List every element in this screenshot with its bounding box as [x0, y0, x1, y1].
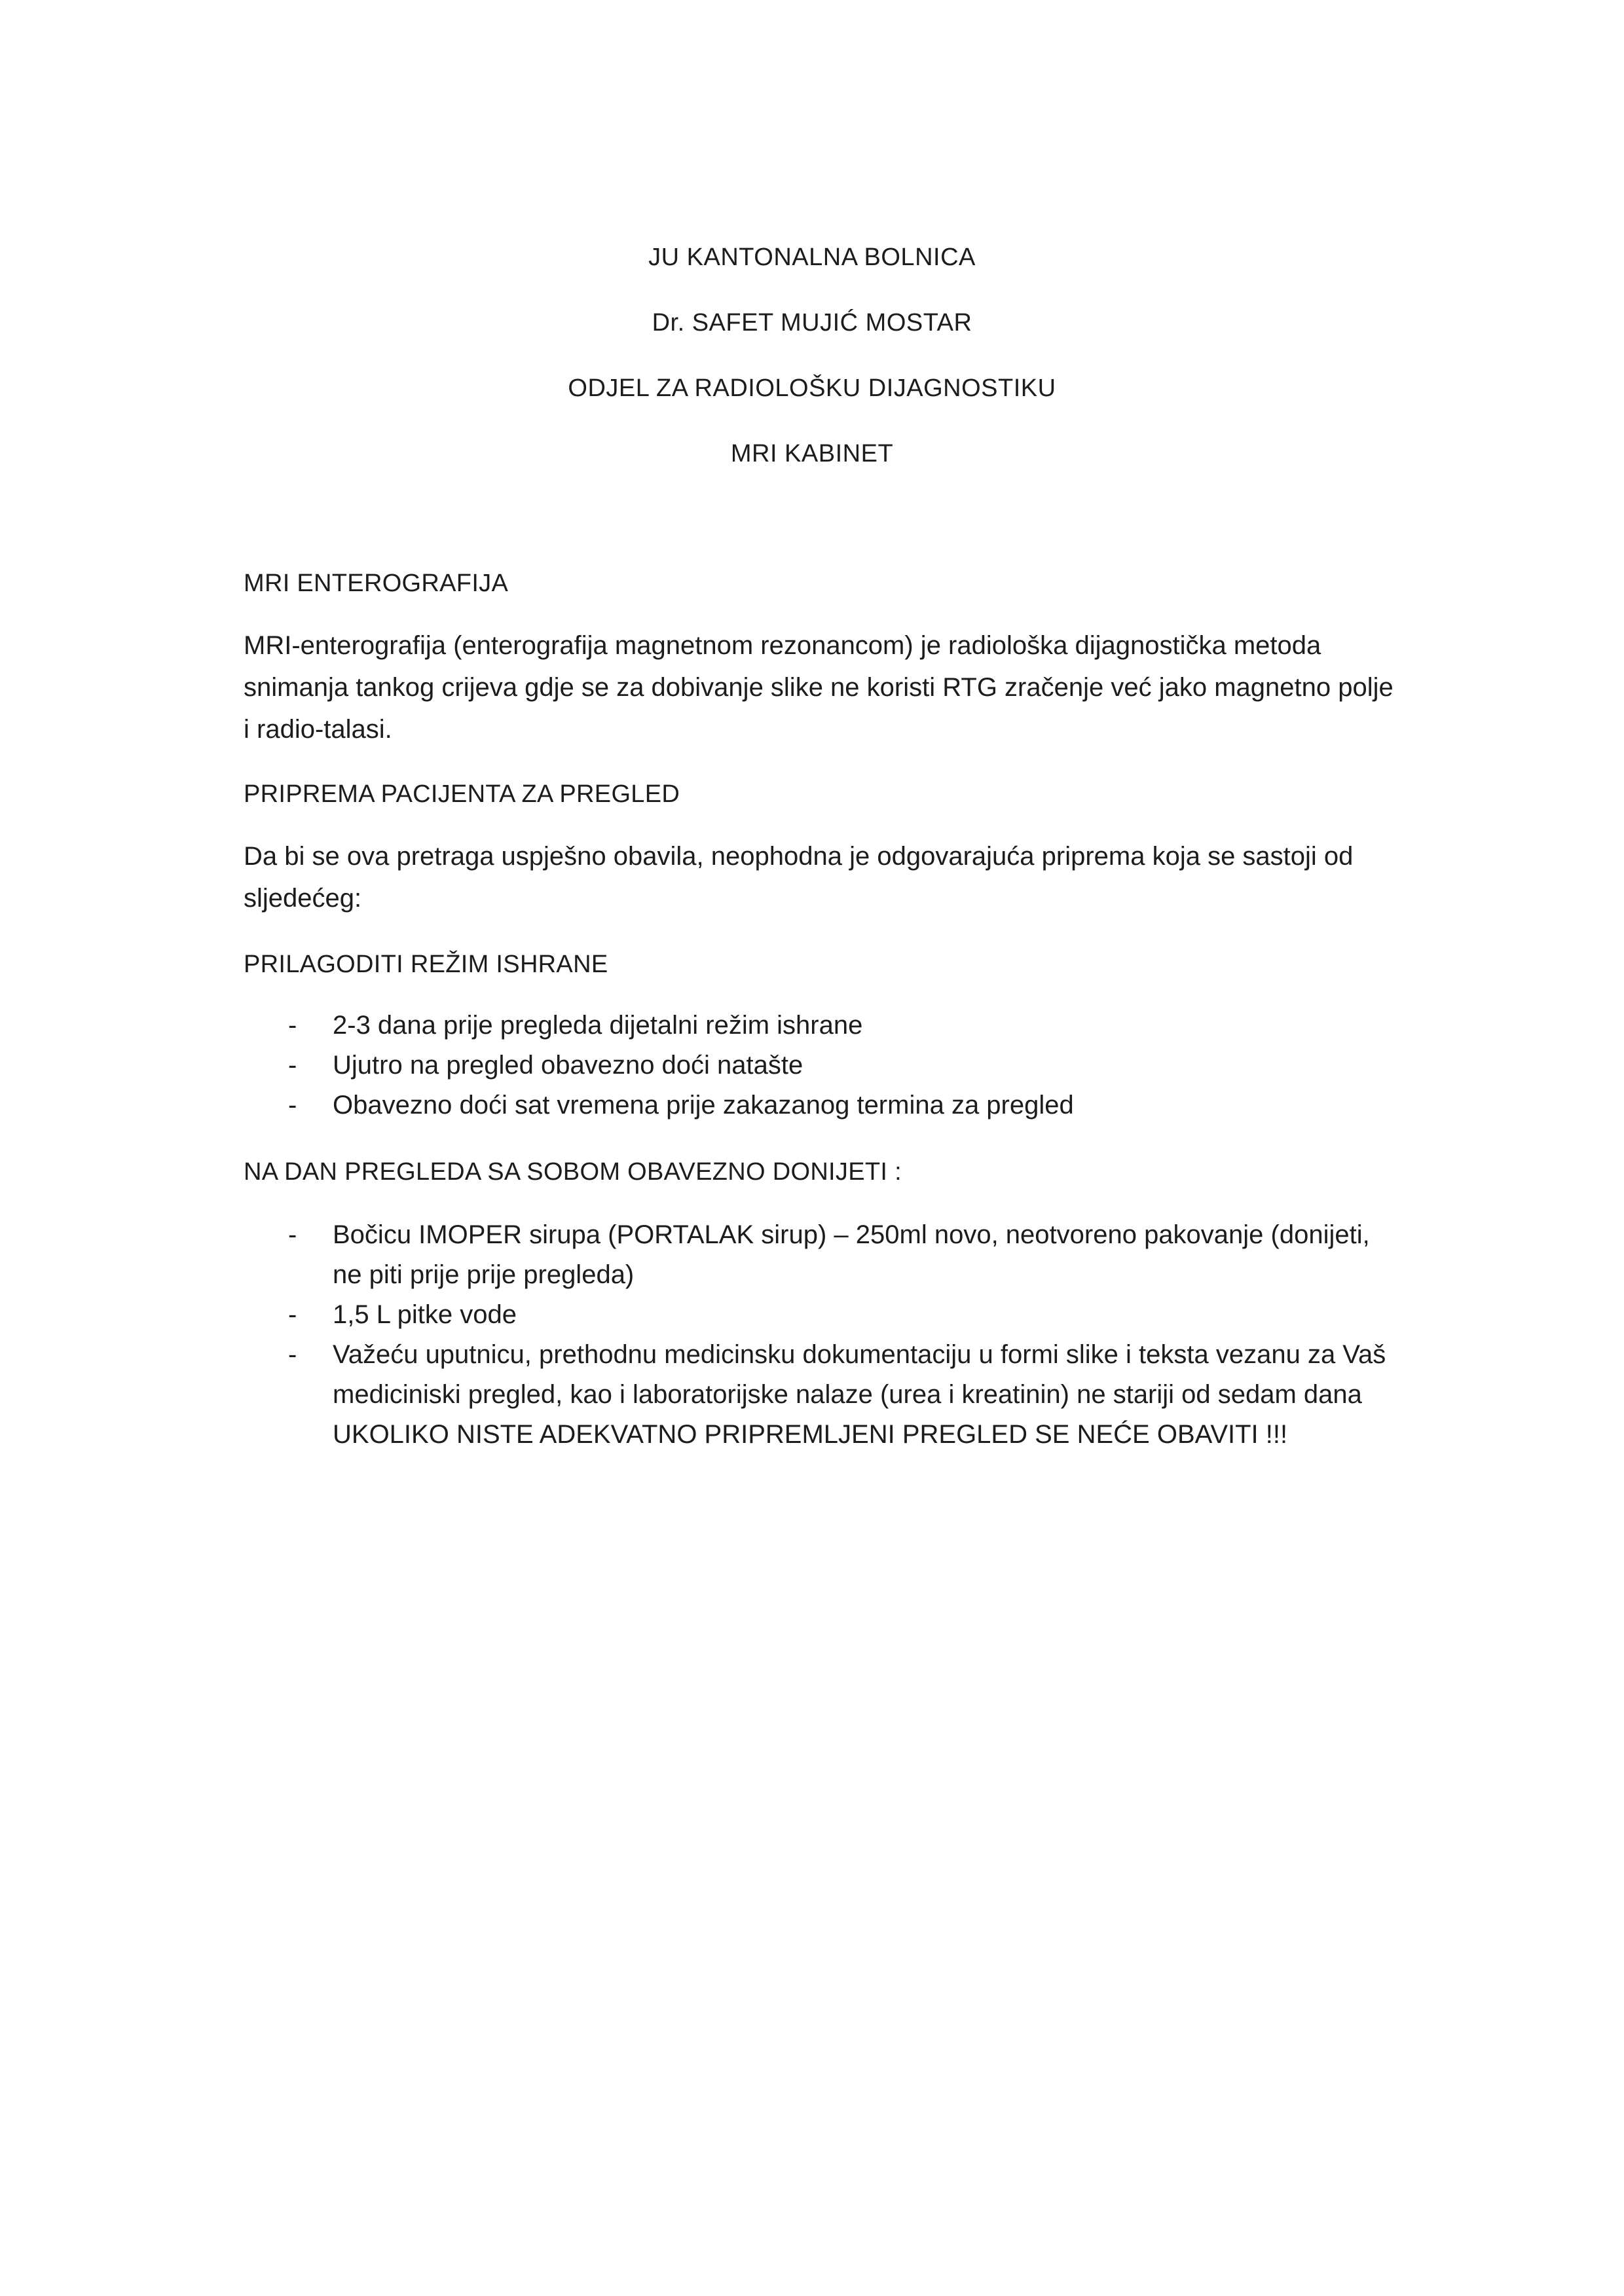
- list-item: [288, 1295, 1401, 1335]
- bullet-dash: -: [288, 1300, 297, 1329]
- section-title-diet: PRILAGODITI REŽIM ISHRANE: [244, 951, 608, 978]
- list-item-text: 1,5 L pitke vode: [333, 1300, 517, 1329]
- preparation-paragraph: Da bi se ova pretraga uspješno obavila, neophodna je odgovarajuća priprema koja se sastoji od sljedećeg:: [244, 842, 1354, 913]
- list-item-text: 2-3 dana prije pregleda dijetalni režim ishrane: [333, 1011, 863, 1040]
- list-item-text: Obavezno doći sat vremena prije zakazanog termina za pregled: [333, 1091, 1074, 1120]
- list-item: [288, 1006, 1401, 1046]
- bullet-dash: -: [288, 1340, 297, 1369]
- bullet-dash: -: [288, 1011, 297, 1040]
- intro-paragraph: MRI-enterografija (enterografija magnetnom rezonancom) je radiološka dijagnostička metoda snimanja tankog crijeva gdje se za dobivanje slike ne koristi RTG zračenje već jako magnetno polje i radio-talasi.: [244, 631, 1393, 744]
- cabinet-name: MRI KABINET: [730, 440, 894, 467]
- hospital-name: JU KANTONALNA BOLNICA: [648, 244, 976, 271]
- section-title-patient-preparation: PRIPREMA PACIJENTA ZA PREGLED: [244, 780, 680, 808]
- bullet-dash: -: [288, 1220, 297, 1249]
- bring-items-list: [288, 1215, 1401, 1455]
- list-item-text: Važeću uputnicu, prethodnu medicinsku dokumentaciju u formi slike i teksta vezanu za Vaš mediciniski pregled, kao i laboratorijske nalaze (urea i kreatinin) ne stariji od sedam dana UKOLIKO NISTE ADEKVATNO PRIPREMLJENI PREGLED SE NEĆE OBAVITI !!!: [333, 1340, 1386, 1449]
- section-title-bring-items: NA DAN PREGLEDA SA SOBOM OBAVEZNO DONIJETI :: [244, 1158, 902, 1186]
- list-item: [288, 1335, 1401, 1455]
- list-item: [288, 1215, 1401, 1295]
- department-name: ODJEL ZA RADIOLOŠKU DIJAGNOSTIKU: [568, 374, 1056, 402]
- list-item: [288, 1046, 1401, 1085]
- diet-list: [288, 1006, 1401, 1125]
- hospital-subtitle: Dr. SAFET MUJIĆ MOSTAR: [652, 309, 972, 337]
- list-item-text: Ujutro na pregled obavezno doći natašte: [333, 1051, 803, 1080]
- list-item-text: Bočicu IMOPER sirupa (PORTALAK sirup) – 250ml novo, neotvoreno pakovanje (donijeti, ne piti prije prije pregleda): [333, 1220, 1370, 1289]
- list-item: [288, 1085, 1401, 1125]
- section-title-mri-enterography: MRI ENTEROGRAFIJA: [244, 570, 509, 597]
- bullet-dash: -: [288, 1091, 297, 1120]
- bullet-dash: -: [288, 1051, 297, 1080]
